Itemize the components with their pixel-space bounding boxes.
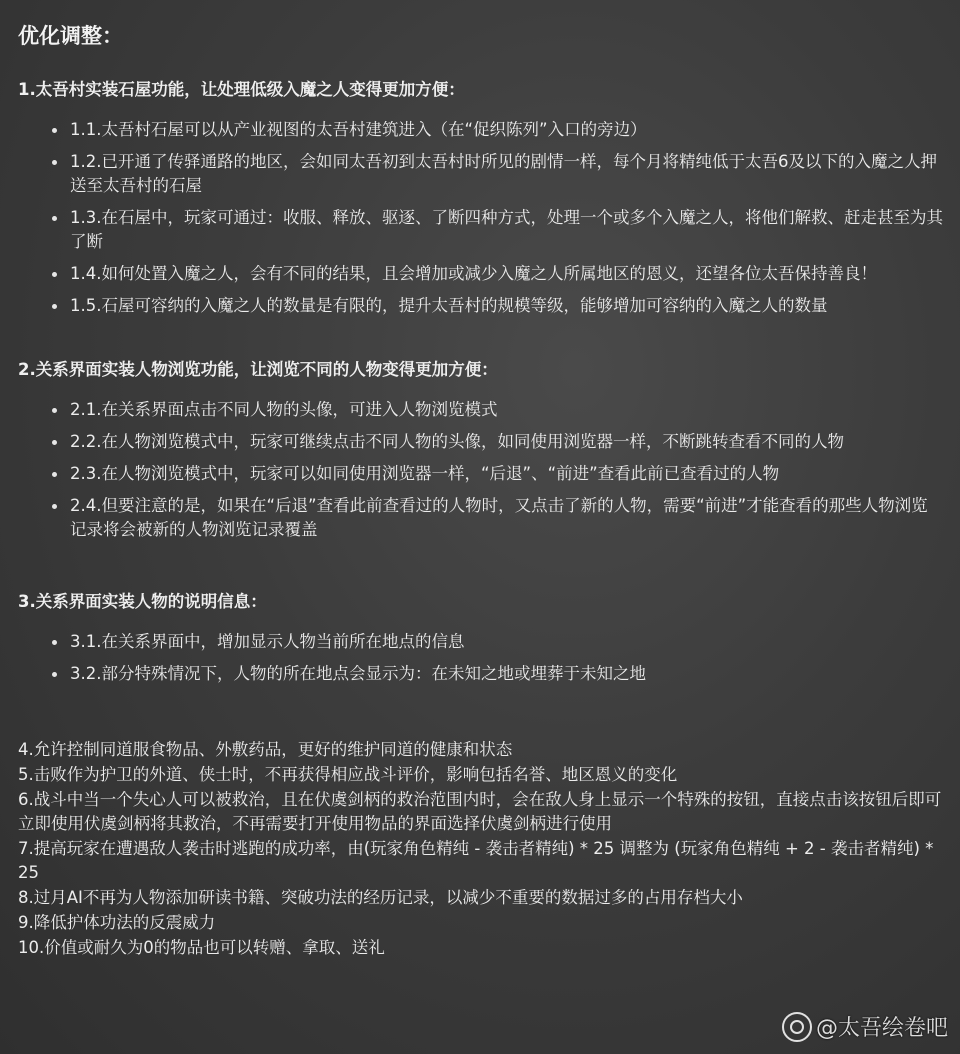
list-item: 3.1.在关系界面中，增加显示人物当前所在地点的信息: [52, 630, 943, 654]
list-item: 9.降低护体功法的反震威力: [18, 913, 216, 932]
list-item: 1.5.石屋可容纳的入魔之人的数量是有限的，提升太吾村的规模等级，能够增加可容纳的入魔之人的数量: [52, 294, 943, 318]
list-item: 1.1.太吾村石屋可以从产业视图的太吾村建筑进入（在“促织陈列”入口的旁边）: [52, 118, 943, 142]
watermark-text: @太吾绘卷吧: [815, 1016, 948, 1041]
bullet-list: [18, 118, 943, 318]
list-item: 1.2.已开通了传驿通路的地区，会如同太吾初到太吾村时所见的剧情一样，每个月将精纯低于太吾6及以下的入魔之人押送至太吾村的石屋: [52, 150, 943, 198]
list-item: 1.3.在石屋中，玩家可通过：收服、释放、驱逐、了断四种方式，处理一个或多个入魔之人，将他们解救、赶走甚至为其了断: [52, 206, 943, 254]
list-item: 8.过月AI不再为人物添加研读书籍、突破功法的经历记录，以减少不重要的数据过多的占用存档大小: [18, 888, 743, 907]
list-item: 2.1.在关系界面点击不同人物的头像，可进入人物浏览模式: [52, 398, 943, 422]
bullet-list: [18, 398, 943, 542]
list-item: 5.击败作为护卫的外道、侠士时，不再获得相应战斗评价，影响包括名誉、地区恩义的变化: [18, 765, 678, 784]
watermark: [782, 1011, 948, 1042]
bullet-list: [18, 630, 943, 686]
section-heading: 3.关系界面实装人物的说明信息：: [18, 592, 267, 611]
patch-notes: [18, 14, 943, 961]
section-heading: 1.太吾村实装石屋功能，让处理低级入魔之人变得更加方便：: [18, 80, 465, 99]
list-item: 2.4.但要注意的是，如果在“后退”查看此前查看过的人物时，又点击了新的人物，需要“前进”才能查看的那些人物浏览记录将会被新的人物浏览记录覆盖: [52, 494, 943, 542]
section-3: [18, 590, 943, 686]
list-item: 2.3.在人物浏览模式中，玩家可以如同使用浏览器一样，“后退”、“前进”查看此前已查看过的人物: [52, 462, 943, 486]
zhihu-circle-icon: [782, 1012, 812, 1042]
section-2: [18, 358, 943, 542]
misc-changes-list: [18, 738, 943, 960]
page-title: 优化调整：: [18, 24, 123, 48]
section-heading: 2.关系界面实装人物浏览功能，让浏览不同的人物变得更加方便：: [18, 360, 498, 379]
list-item: 6.战斗中当一个失心人可以被救治，且在伏虞剑柄的救治范围内时，会在敌人身上显示一个特殊的按钮，直接点击该按钮后即可立即使用伏虞剑柄将其救治，不再需要打开使用物品的界面选择伏虞剑柄进行使用: [18, 790, 942, 833]
list-item: 3.2.部分特殊情况下，人物的所在地点会显示为：在未知之地或埋葬于未知之地: [52, 662, 943, 686]
list-item: 2.2.在人物浏览模式中，玩家可继续点击不同人物的头像，如同使用浏览器一样，不断跳转查看不同的人物: [52, 430, 943, 454]
section-1: [18, 78, 943, 318]
list-item: 1.4.如何处置入魔之人，会有不同的结果，且会增加或减少入魔之人所属地区的恩义，还望各位太吾保持善良！: [52, 262, 943, 286]
list-item: 4.允许控制同道服食物品、外敷药品，更好的维护同道的健康和状态: [18, 740, 513, 759]
list-item: 7.提高玩家在遭遇敌人袭击时逃跑的成功率，由(玩家角色精纯 - 袭击者精纯) * 25 调整为 (玩家角色精纯 + 2 - 袭击者精纯) * 25: [18, 839, 934, 882]
list-item: 10.价值或耐久为0的物品也可以转赠、拿取、送礼: [18, 938, 385, 957]
